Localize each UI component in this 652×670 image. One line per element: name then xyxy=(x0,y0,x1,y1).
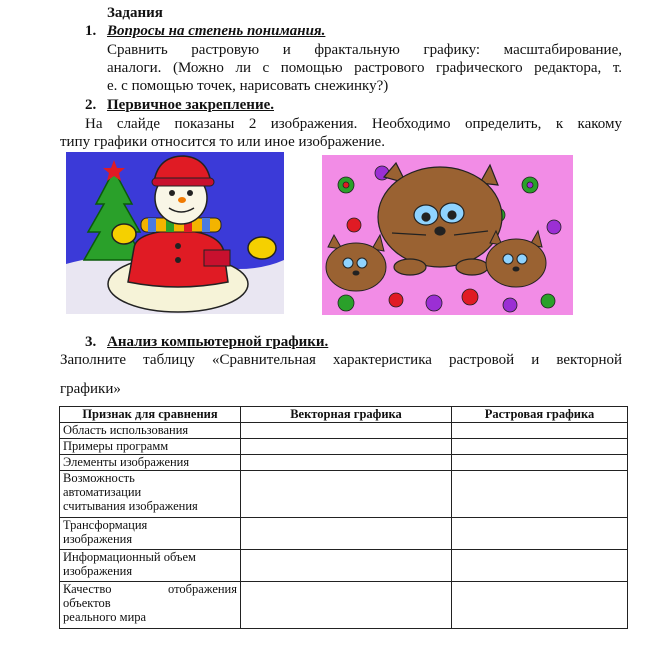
task3-number: 3. xyxy=(85,334,97,350)
table-row xyxy=(60,455,628,471)
raster-cell[interactable] xyxy=(452,582,628,629)
table-row xyxy=(60,439,628,455)
task1-line-2: аналоги. (Можно ли с помощью растрового графического редактора, т. xyxy=(107,60,622,76)
row-label-line: Трансформация xyxy=(63,518,148,532)
vector-cell[interactable] xyxy=(241,471,452,518)
row-label xyxy=(60,518,241,550)
task2-line-2: типу графики относится то или иное изображение. xyxy=(60,134,385,150)
row-label: Область использования xyxy=(60,423,241,439)
table-row xyxy=(60,518,628,550)
cats-image xyxy=(322,155,573,315)
row-label: Примеры программ xyxy=(60,439,241,455)
row-label-line: Информационный объем xyxy=(63,550,196,564)
raster-cell[interactable] xyxy=(452,455,628,471)
header-raster: Растровая графика xyxy=(452,407,628,423)
task1-line-1: Сравнить растровую и фрактальную графику: масштабирование, xyxy=(107,42,622,58)
vector-cell[interactable] xyxy=(241,439,452,455)
table-row xyxy=(60,550,628,582)
vector-cell[interactable] xyxy=(241,550,452,582)
row-label-line: реального мира xyxy=(63,610,147,624)
raster-cell[interactable] xyxy=(452,471,628,518)
task2-number: 2. xyxy=(85,97,97,113)
row-label-line: автоматизации xyxy=(63,485,142,499)
vector-cell[interactable] xyxy=(241,423,452,439)
section-heading: Задания xyxy=(107,5,163,21)
row-label: Элементы изображения xyxy=(60,455,241,471)
task1-line-3: е. с помощью точек, нарисовать снежинку?) xyxy=(107,78,389,94)
row-label-line: изображения xyxy=(63,564,133,578)
task1-number: 1. xyxy=(85,23,97,39)
vector-cell[interactable] xyxy=(241,582,452,629)
snowman-image xyxy=(66,152,284,314)
row-label-line: Возможность xyxy=(63,471,135,485)
raster-cell[interactable] xyxy=(452,550,628,582)
task3-title: Анализ компьютерной графики. xyxy=(107,334,329,350)
task2-line-1: На слайде показаны 2 изображения. Необходимо определить, к какому xyxy=(85,116,622,132)
raster-cell[interactable] xyxy=(452,423,628,439)
raster-cell[interactable] xyxy=(452,518,628,550)
row-label-line: объектов xyxy=(63,596,111,610)
header-criterion: Признак для сравнения xyxy=(60,407,241,423)
table-row xyxy=(60,582,628,629)
vector-cell[interactable] xyxy=(241,518,452,550)
table-header-row xyxy=(60,407,628,423)
row-label-line: изображения xyxy=(63,532,133,546)
task3-line-1: Заполните таблицу «Сравнительная характеристика растровой и векторной xyxy=(60,352,622,368)
row-label xyxy=(60,582,241,629)
table-row xyxy=(60,471,628,518)
header-vector: Векторная графика xyxy=(241,407,452,423)
vector-cell[interactable] xyxy=(241,455,452,471)
table-row xyxy=(60,423,628,439)
comparison-table xyxy=(59,406,628,629)
row-label xyxy=(60,471,241,518)
row-label-line: Качество отображения xyxy=(63,582,237,596)
task2-title: Первичное закрепление. xyxy=(107,97,274,113)
task3-line-2: графики» xyxy=(60,381,121,397)
task1-title: Вопросы на степень понимания. xyxy=(107,23,326,39)
row-label xyxy=(60,550,241,582)
raster-cell[interactable] xyxy=(452,439,628,455)
row-label-line: считывания изображения xyxy=(63,499,198,513)
